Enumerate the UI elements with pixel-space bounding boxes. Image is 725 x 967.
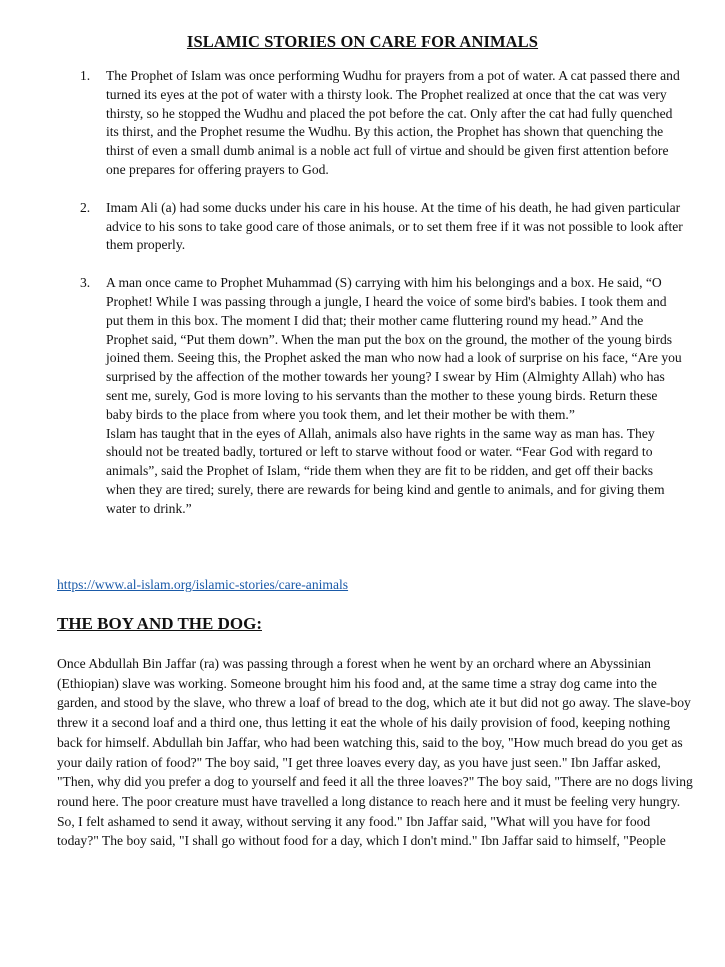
story-number: 1. xyxy=(80,68,91,83)
story-number: 2. xyxy=(80,199,91,215)
section-heading: THE BOY AND THE DOG: xyxy=(57,614,262,633)
story-text xyxy=(106,199,685,255)
story-paragraph: Islam has taught that in the eyes of Allah, animals also have rights in the same way as man has. They should not be treated badly, tortured or left to starve without food or water. “Fear God with regard to animals”, said the Prophet of Islam, “ride them when they are fit to be ridden, and get off their backs when they are tired; surely, there are rewards for being kind and gentle to animals, and for giving them water to drink.” xyxy=(106,425,665,516)
story-paragraph: The Prophet of Islam was once performing Wudhu for prayers from a pot of water. A cat passed there and turned its eyes at the pot of water with a thirsty look. The Prophet realized at once that the cat was very thirsty, so he stopped the Wudhu and placed the pot before the cat. Only after the cat had fully quenched its thirst, and the Prophet resume the Wudhu. By this action, the Prophet has shown that quenching the thirst of even a small dumb animal is a noble act full of virtue and should be given first attention before one prepares for offering prayers to God. xyxy=(106,68,680,177)
story-item-3 xyxy=(80,274,685,518)
story-paragraph: Imam Ali (a) had some ducks under his care in his house. At the time of his death, he had given particular advice to his sons to take good care of those animals, or to set them free if it was not possible to look after them properly. xyxy=(106,199,683,253)
story-list xyxy=(80,67,685,519)
story-number: 3. xyxy=(80,275,91,291)
story-item-1 xyxy=(80,67,685,180)
section-body: Once Abdullah Bin Jaffar (ra) was passing through a forest when he went by an orchard where an Abyssinian (Ethiopian) slave was working. Someone brought him his food and, at the same time a stray dog came into the garden, and stood by the slave, who threw a loaf of bread to the dog, which ate it but did not go away. The slave-boy threw it a second loaf and a third one, thus letting it eat the whole of his daily provision of food, keeping nothing back for himself. Abdullah bin Jaffar, who had been watching this, said to the boy, "How much bread do you get as your daily ration of food?" The boy said, "I get three loaves every day, as you have just seen." Ibn Jaffar asked, "Then, why did you prefer a dog to yourself and feed it all the three loaves?" The boy said, "There are no dogs living round here. The poor creature must have travelled a long distance to reach here and it must be feeling very hungry. So, I felt ashamed to send it away, without serving it any food." Ibn Jaffar said, "What will you have for food today?" The boy said, "I shall go without food for a day, which I don't mind." Ibn Jaffar said to himself, "People xyxy=(57,656,693,849)
story-paragraph: A man once came to Prophet Muhammad (S) carrying with him his belongings and a box. He said, “O Prophet! While I was passing through a jungle, I heard the voice of some bird's babies. I took them and put them in this box. The moment I did that; their mother came fluttering round my head.” And the Prophet said, “Put them down”. When the man put the box on the ground, the mother of the young birds joined them. Seeing this, the Prophet asked the man who now had a look of surprise on his face, “Are you surprised by the affection of the mother towards her young? I swear by Him (Almighty Allah) who has sent me, surely, God is more loving to his servants than the mother to these young birds. Return these baby birds to the place from where you took them, and let their mother be with them.” xyxy=(106,275,682,422)
story-text xyxy=(106,67,685,180)
source-link[interactable]: https://www.al-islam.org/islamic-stories/care-animals xyxy=(57,577,349,592)
story-item-2 xyxy=(80,199,685,255)
story-text xyxy=(106,274,685,518)
document-title: ISLAMIC STORIES ON CARE FOR ANIMALS xyxy=(186,32,539,51)
